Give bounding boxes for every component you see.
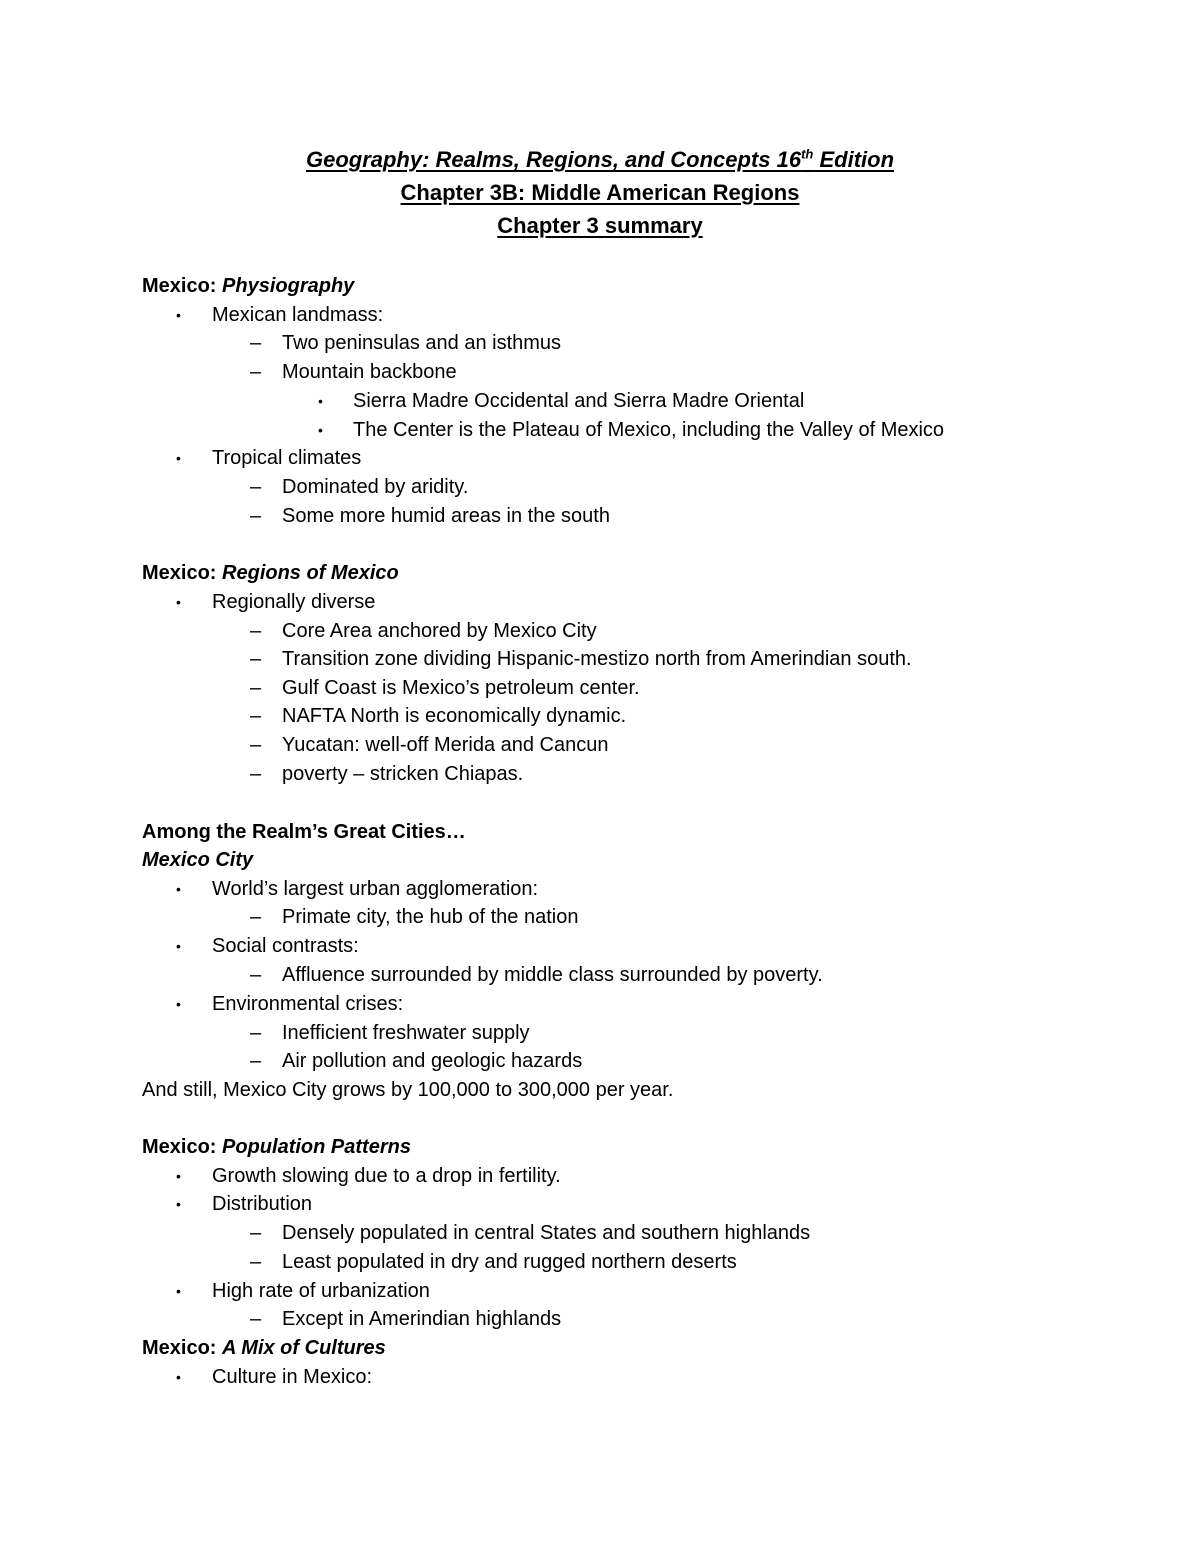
book-title-text: Geography: Realms, Regions, and Concepts 16 [305, 147, 802, 172]
list-item: High rate of urbanization [212, 1280, 430, 1302]
dash-marker: – [250, 476, 262, 498]
heading-label: Mexico: [142, 1136, 223, 1158]
book-title-superscript: th [801, 146, 814, 162]
list-item: Tropical climates [212, 447, 362, 469]
list-item: Mountain backbone [282, 361, 457, 383]
bullet-dot: • [176, 1196, 181, 1212]
list-item: Social contrasts: [212, 935, 359, 957]
dash-marker: – [250, 1022, 262, 1044]
bullet-dot: • [176, 1369, 181, 1385]
list-item: The Center is the Plateau of Mexico, including the Valley of Mexico [353, 419, 945, 441]
list-item: Two peninsulas and an isthmus [282, 332, 562, 354]
dash-marker: – [250, 1050, 262, 1072]
list-item: Distribution [212, 1193, 313, 1215]
list-item: Sierra Madre Occidental and Sierra Madre Oriental [353, 390, 805, 412]
list-item: Mexican landmass: [212, 304, 384, 326]
list-item: Growth slowing due to a drop in fertility. [212, 1165, 561, 1187]
list-item: Least populated in dry and rugged northern deserts [282, 1251, 737, 1273]
list-item: Densely populated in central States and southern highlands [282, 1222, 811, 1244]
list-item: Environmental crises: [212, 993, 404, 1015]
dash-marker: – [250, 763, 262, 785]
list-item: Transition zone dividing Hispanic-mestizo north from Amerindian south. [282, 648, 912, 670]
dash-marker: – [250, 906, 262, 928]
dash-marker: – [250, 705, 262, 727]
dash-marker: – [250, 361, 262, 383]
heading-topic: Population Patterns [222, 1136, 411, 1158]
heading-topic: A Mix of Cultures [222, 1337, 386, 1359]
list-item: Some more humid areas in the south [282, 505, 610, 527]
dash-marker: – [250, 1251, 262, 1273]
list-item: Air pollution and geologic hazards [282, 1050, 583, 1072]
book-title-edition: Edition [813, 147, 895, 172]
list-item: Primate city, the hub of the nation [282, 906, 579, 928]
section-heading-regions [142, 559, 399, 587]
list-item: Affluence surrounded by middle class surrounded by poverty. [282, 964, 823, 986]
section-heading-population [142, 1133, 411, 1161]
city-heading: Mexico City [142, 849, 254, 871]
list-item: Dominated by aridity. [282, 476, 469, 498]
list-item: Culture in Mexico: [212, 1366, 373, 1388]
list-item: Yucatan: well-off Merida and Cancun [282, 734, 609, 756]
list-item: World’s largest urban agglomeration: [212, 878, 539, 900]
list-item: Gulf Coast is Mexico’s petroleum center. [282, 677, 640, 699]
heading-label: Mexico: [142, 562, 223, 584]
bullet-dot: • [176, 938, 181, 954]
bullet-dot: • [318, 393, 323, 409]
bullet-dot: • [176, 1168, 181, 1184]
heading-label: Mexico: [142, 275, 223, 297]
section-heading-physiography [142, 272, 354, 300]
bullet-dot: • [176, 450, 181, 466]
heading-label: Mexico: [142, 1337, 223, 1359]
section-heading-cities: Among the Realm’s Great Cities… [142, 821, 466, 843]
bullet-dot: • [318, 422, 323, 438]
dash-marker: – [250, 964, 262, 986]
section-heading-cultures [142, 1334, 386, 1362]
summary-title: Chapter 3 summary [497, 213, 703, 238]
list-item: Regionally diverse [212, 591, 376, 613]
heading-topic: Regions of Mexico [222, 562, 399, 584]
bullet-dot: • [176, 881, 181, 897]
bullet-dot: • [176, 594, 181, 610]
bullet-dot: • [176, 996, 181, 1012]
dash-marker: – [250, 1222, 262, 1244]
list-item: Except in Amerindian highlands [282, 1308, 562, 1330]
list-item: NAFTA North is economically dynamic. [282, 705, 627, 727]
list-item: Core Area anchored by Mexico City [282, 620, 597, 642]
heading-topic: Physiography [222, 275, 355, 297]
dash-marker: – [250, 332, 262, 354]
chapter-title: Chapter 3B: Middle American Regions [400, 180, 800, 205]
bullet-dot: • [176, 307, 181, 323]
book-title [0, 143, 1200, 176]
dash-marker: – [250, 1308, 262, 1330]
bullet-dot: • [176, 1283, 181, 1299]
growth-statement: And still, Mexico City grows by 100,000 to 300,000 per year. [142, 1079, 674, 1101]
list-item: poverty – stricken Chiapas. [282, 763, 524, 785]
dash-marker: – [250, 620, 262, 642]
list-item: Inefficient freshwater supply [282, 1022, 530, 1044]
dash-marker: – [250, 505, 262, 527]
dash-marker: – [250, 734, 262, 756]
dash-marker: – [250, 677, 262, 699]
title-block [0, 143, 1200, 242]
dash-marker: – [250, 648, 262, 670]
